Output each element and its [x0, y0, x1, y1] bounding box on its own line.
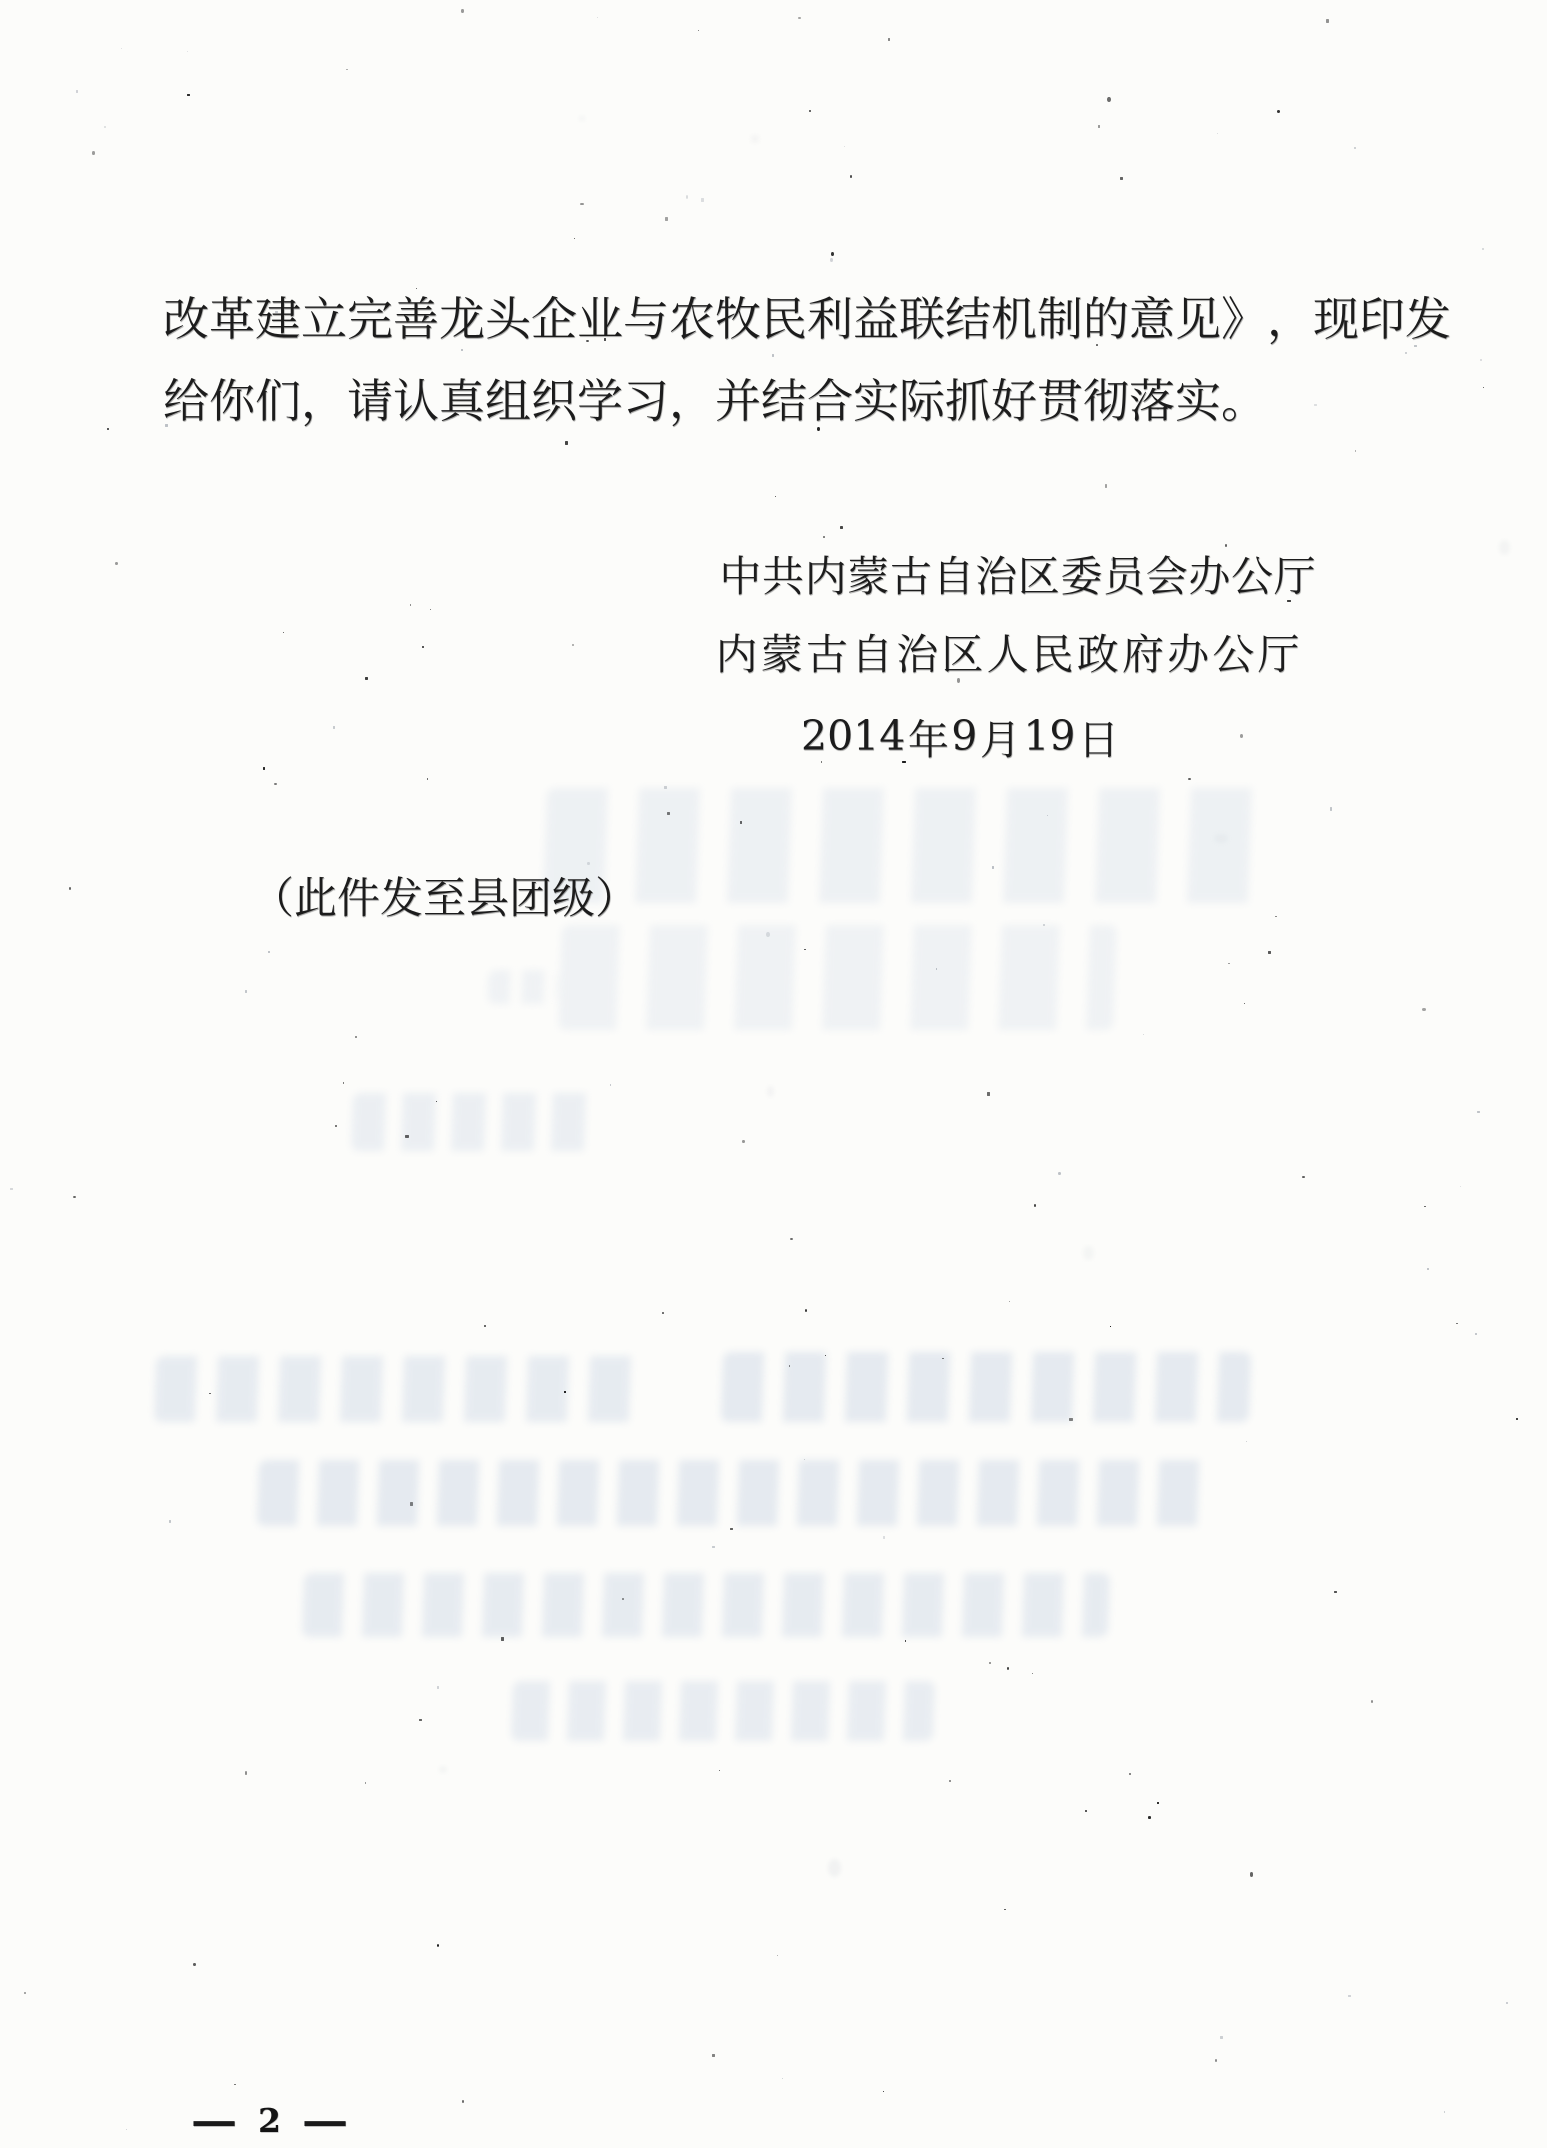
- scan-speck: [1214, 834, 1229, 843]
- scan-speck: [1371, 1700, 1373, 1703]
- scan-speck: [1244, 1003, 1245, 1004]
- scan-speck: [187, 94, 190, 96]
- scan-speck: [1085, 1810, 1087, 1812]
- scan-speck: [730, 1528, 733, 1530]
- scan-speck: [439, 1766, 447, 1773]
- scan-speck: [767, 1086, 775, 1096]
- scan-speck: [1047, 815, 1048, 817]
- signature-org-line-2: 内 蒙 古 自 治 区 人 民 政 府 办 公 厅: [715, 630, 1300, 679]
- scan-speck: [804, 1459, 805, 1460]
- scan-speck: [437, 1944, 439, 1947]
- scan-speck: [850, 175, 853, 178]
- scan-speck: [830, 258, 833, 262]
- scan-speck: [1215, 2059, 1217, 2062]
- scan-speck: [1004, 1909, 1006, 1911]
- scan-speck: [1275, 916, 1278, 918]
- scan-speck: [1475, 1333, 1477, 1335]
- scan-speck: [905, 1640, 907, 1642]
- scan-speck: [1105, 484, 1108, 488]
- scan-speck: [742, 1140, 745, 1144]
- scan-speck: [169, 1520, 172, 1524]
- scan-speck: [662, 1312, 664, 1314]
- scan-speck: [1148, 1816, 1152, 1819]
- page-footer: [191, 2095, 348, 2145]
- scan-speck: [333, 726, 335, 728]
- scan-speck: [263, 767, 265, 770]
- scan-speck: [422, 646, 425, 648]
- scan-speck: [740, 821, 742, 824]
- scan-speck: [1422, 1008, 1426, 1011]
- scan-speck: [1506, 2002, 1508, 2004]
- scan-speck: [902, 761, 906, 764]
- scan-speck: [76, 90, 78, 92]
- scan-speck: [942, 1358, 944, 1360]
- scan-speck: [989, 1662, 991, 1664]
- distribution-note: （ 此 件 发 至 县 团 级 ）: [251, 873, 638, 924]
- scan-speck: [1083, 1246, 1094, 1261]
- footer-page-number: 2: [258, 2100, 281, 2140]
- scan-speck: [115, 562, 118, 565]
- scan-speck: [798, 17, 801, 20]
- scan-speck: [1157, 1802, 1159, 1805]
- scan-speck: [1069, 1418, 1072, 1422]
- scan-speck: [949, 1780, 951, 1782]
- signature-date: 2014 年 9 月 19 日: [801, 712, 1119, 764]
- scan-speck: [193, 1963, 196, 1966]
- scan-speck: [790, 1238, 793, 1240]
- scan-speck: [234, 2084, 236, 2085]
- scan-speck: [461, 349, 463, 351]
- scan-speck: [1268, 951, 1271, 954]
- scan-speck: [462, 2100, 465, 2103]
- scan-speck: [1354, 147, 1356, 149]
- scan-speck: [701, 198, 704, 202]
- scan-speck: [751, 135, 759, 144]
- scan-speck: [343, 1082, 344, 1084]
- scan-speck: [1009, 1301, 1011, 1302]
- scan-speck: [268, 951, 270, 953]
- scan-speck: [772, 354, 775, 357]
- scan-speck: [789, 1365, 790, 1366]
- scan-speck: [484, 1325, 486, 1327]
- scan-speck: [1424, 1206, 1426, 1207]
- scan-speck: [1188, 778, 1191, 780]
- scan-speck: [992, 866, 995, 868]
- scan-speck: [1483, 387, 1485, 389]
- scan-speck: [1058, 1172, 1061, 1176]
- scan-speck: [1456, 1323, 1458, 1324]
- scan-speck: [1444, 2111, 1445, 2112]
- scan-speck: [1043, 924, 1045, 926]
- scan-speck: [1334, 1591, 1337, 1594]
- scan-speck: [565, 441, 568, 445]
- scan-speck: [805, 1309, 807, 1312]
- scan-speck: [410, 1502, 413, 1506]
- scan-speck: [1460, 1186, 1461, 1188]
- scan-speck: [104, 126, 106, 128]
- scan-speck: [436, 1101, 437, 1103]
- scan-speck: [1302, 1176, 1305, 1178]
- scan-speck: [665, 217, 668, 221]
- scan-speck: [1120, 177, 1123, 181]
- scan-speck: [24, 1992, 26, 1994]
- scan-speck: [1110, 1326, 1111, 1327]
- scan-speck: [712, 1546, 715, 1549]
- scan-speck: [1482, 248, 1484, 250]
- scan-speck: [1355, 450, 1356, 452]
- scan-speck: [719, 1770, 720, 1772]
- scan-speck: [430, 609, 431, 610]
- scan-speck: [335, 1125, 337, 1127]
- scan-speck: [825, 1355, 826, 1356]
- scan-speck: [572, 644, 574, 647]
- scan-speck: [245, 990, 247, 993]
- scan-speck: [844, 146, 845, 147]
- scan-speck: [10, 1188, 13, 1190]
- scan-speck: [419, 1719, 422, 1721]
- body-text-line-2: 给 你 们 ， 请 认 真 组 织 学 习 ， 并 结 合 实 际 抓 好 贯 彻 落 实 。: [163, 374, 1267, 428]
- scan-speck: [823, 536, 825, 538]
- scan-speck: [355, 1036, 357, 1039]
- scan-speck: [283, 632, 284, 633]
- scan-speck: [1220, 2036, 1223, 2039]
- scan-speck: [777, 1955, 778, 1956]
- scan-speck: [73, 1196, 76, 1198]
- scan-speck: [501, 1637, 504, 1640]
- scan-speck: [1032, 1673, 1034, 1675]
- scan-speck: [821, 761, 823, 763]
- scan-speck: [1277, 110, 1280, 113]
- scan-speck: [664, 786, 667, 789]
- scan-speck: [461, 9, 464, 12]
- footer-dash-left: —: [191, 2095, 237, 2145]
- scan-speck: [883, 1536, 885, 1539]
- scan-speck: [410, 604, 411, 606]
- scan-speck: [1480, 359, 1482, 361]
- scan-speck: [1427, 1268, 1429, 1270]
- scan-speck: [809, 110, 811, 113]
- scan-speck: [1250, 1872, 1253, 1876]
- scan-speck: [1107, 97, 1110, 102]
- scan-speck: [775, 496, 776, 498]
- scan-speck: [346, 69, 348, 70]
- scan-speck: [804, 949, 806, 950]
- scan-speck: [564, 1391, 566, 1393]
- scan-speck: [1405, 352, 1407, 355]
- scan-speck: [1217, 133, 1218, 134]
- footer-dash-right: —: [302, 2095, 348, 2145]
- scan-speck: [1477, 1111, 1481, 1114]
- scan-speck: [405, 1135, 409, 1139]
- scan-speck: [1034, 1204, 1036, 1208]
- scan-speck: [209, 1393, 212, 1395]
- scan-speck: [1129, 1773, 1131, 1775]
- scan-speck: [121, 48, 122, 50]
- scan-speck: [245, 1771, 247, 1774]
- scan-speck: [1143, 1034, 1144, 1035]
- scan-speck: [698, 30, 699, 32]
- scan-speck: [667, 812, 671, 815]
- scan-speck: [712, 2054, 715, 2057]
- scan-speck: [187, 51, 188, 52]
- body-text-line-1: 改 革 建 立 完 善 龙 头 企 业 与 农 牧 民 利 益 联 结 机 制 的 意 见 》 ， 现 印 发: [163, 292, 1451, 346]
- scan-speck: [888, 38, 890, 41]
- scan-speck: [1348, 1995, 1351, 1997]
- scan-speck: [126, 2129, 128, 2130]
- scan-speck: [987, 1092, 990, 1095]
- scan-speck: [427, 778, 429, 780]
- scan-speck: [69, 887, 72, 890]
- scan-speck: [840, 526, 844, 530]
- scan-speck: [1098, 125, 1100, 128]
- scan-speck: [274, 783, 277, 785]
- scan-speck: [92, 151, 96, 155]
- scan-speck: [883, 2091, 884, 2092]
- scan-speck: [1246, 1441, 1248, 1442]
- scan-speck: [1314, 404, 1317, 407]
- scan-speck: [828, 1859, 842, 1877]
- scan-speck: [574, 238, 575, 239]
- scan-speck: [1228, 963, 1230, 964]
- scan-speck: [622, 1598, 624, 1600]
- scan-speck: [365, 677, 369, 681]
- scan-speck: [365, 1782, 367, 1784]
- scan-speck: [1499, 540, 1510, 555]
- scan-speck: [610, 1084, 612, 1086]
- signature-org-line-1: 中 共 内 蒙 古 自 治 区 委 员 会 办 公 厅: [719, 552, 1316, 601]
- scan-speck: [936, 968, 937, 970]
- scan-speck: [686, 195, 689, 199]
- scan-speck: [597, 17, 599, 18]
- scan-speck: [107, 428, 109, 431]
- scan-speck: [580, 203, 583, 205]
- scan-speck: [1330, 807, 1333, 811]
- scan-speck: [831, 252, 834, 256]
- scan-speck: [1007, 1667, 1009, 1670]
- scan-speck: [579, 116, 585, 121]
- scan-speck: [1516, 1418, 1519, 1421]
- scan-speck: [437, 1686, 440, 1689]
- scan-speck: [1326, 19, 1329, 23]
- scan-speck: [766, 932, 770, 937]
- scan-speck: [782, 2078, 783, 2079]
- scan-speck: [1240, 734, 1243, 738]
